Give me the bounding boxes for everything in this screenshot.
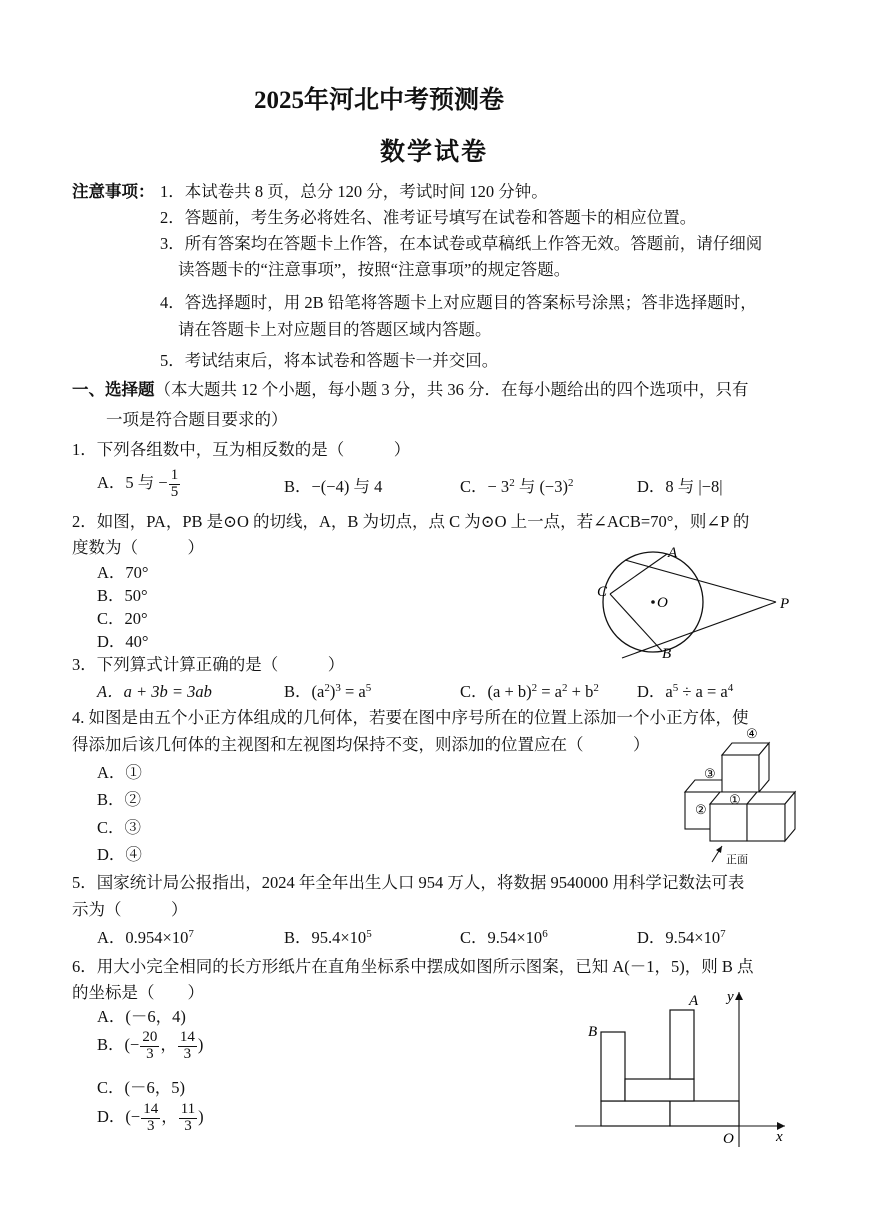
q6-option-d: D．(− $\frac{14}{3}$ ， $\frac{11}{3}$ ) [97,1101,204,1134]
cube-top-front [722,755,759,792]
q3-option-d: D．$a^5 \div a = a^4$ [637,682,734,701]
q4-option-a: A．① [97,763,142,782]
rect-bottom-right [670,1101,739,1126]
q1-option-c: C．− $3^2$ 与 $(-3)^2$ [460,477,574,496]
q1-stem: 1．下列各组数中，互为相反数的是（ ） [72,440,411,459]
rect-vertical-a [670,1010,694,1079]
q6-option-b: B．(− $\frac{20}{3}$ ， $\frac{14}{3}$ ) [97,1029,204,1062]
label-a: A [668,545,678,561]
notice-item-2: 2．答题前，考生务必将姓名、准考证号填写在试卷和答题卡的相应位置。 [160,208,697,227]
label-p: P [780,596,790,612]
front-arrow-head [716,846,722,853]
section-heading [72,380,749,400]
label-a: A [689,993,699,1009]
q1-option-a: A．5 与 − $\frac{1}{5}$ [97,467,179,500]
rect-vertical-b [601,1032,625,1101]
label-position-4: ④ [746,726,758,741]
q5-option-b: B．$95.4\times 10^5$ [284,928,372,947]
label-position-3: ③ [704,766,716,781]
q4-stem-1: 4. 如图是由五个小正方体组成的几何体，若要在图中序号所在的位置上添加一个小正方体，使 [72,708,749,727]
q1-a-fraction: $\frac{1}{5}$ [170,467,179,500]
q3-option-a: A．a + 3b = 3ab [97,682,212,701]
q2-stem-2: 度数为（ ） [72,538,204,557]
q2-option-d: D．40° [97,632,149,651]
q5-option-a: A．$0.954\times 10^7$ [97,928,194,947]
section-title: 一、选择题 [72,380,155,399]
exam-subtitle: 数学试卷 [380,139,489,166]
notice-item-4: 4．答选择题时，用 2B 铅笔将答题卡上对应题目的答案标号涂黑；答非选择题时， [160,293,757,312]
q3-option-c: C．$(a + b)^2 = a^2 + b^2$ [460,682,599,701]
section-desc-2: 一项是符合题目要求的） [106,410,288,429]
q2-circle-figure [590,540,805,665]
cube-bottom-front-1 [710,804,747,841]
section-desc: （本大题共 12 个小题，每小题 3 分，共 36 分．在每小题给出的四个选项中，只有 [154,380,749,399]
q2-option-c: C．20° [97,609,148,628]
q6-option-a: A．(－6，4) [97,1007,186,1026]
label-front: 正面 [726,854,748,866]
label-position-2: ② [695,802,707,817]
label-b: B [662,646,672,662]
q2-option-b: B．50° [97,586,148,605]
q5-stem-1: 5．国家统计局公报指出，2024 年全年出生人口 954 万人，将数据 9540000 用科学记数法可表 [72,873,745,892]
notice-item-3: 3．所有答案均在答题卡上作答，在本试卷或草稿纸上作答无效。答题前，请仔细阅 [160,234,763,253]
q3-stem: 3．下列算式计算正确的是（ ） [72,655,345,674]
notice-item-3-cont: 读答题卡的“注意事项”，按照“注意事项”的规定答题。 [178,260,571,279]
q5-stem-2: 示为（ ） [72,900,188,919]
label-position-1: ① [729,792,741,807]
notice-item-5: 5．考试结束后，将本试卷和答题卡一并交回。 [160,351,499,370]
label-o: O [657,595,668,611]
rect-bottom-left [601,1101,670,1126]
q4-option-d: D．④ [97,845,142,864]
q6-coordinate-figure [570,985,800,1155]
y-axis-arrow [735,992,743,1000]
q6-stem-2: 的坐标是（ ） [72,983,204,1002]
notice-item-4-cont: 请在答题卡上对应题目的答题区域内答题。 [178,320,492,339]
q2-option-a: A．70° [97,563,149,582]
q1-option-b: B．−(−4) 与 4 [284,477,383,496]
q4-cube-figure [670,722,810,870]
chord-ca [610,554,667,594]
cube-bottom-front-2 [747,804,785,841]
notice-label: 注意事项： [72,182,155,201]
label-b: B [588,1024,598,1040]
q4-stem-2: 得添加后该几何体的主视图和左视图均保持不变，则添加的位置应在（ ） [72,735,650,754]
q6-option-c: C．(－6，5) [97,1078,185,1097]
q6-stem-1: 6．用大小完全相同的长方形纸片在直角坐标系中摆成如图所示图案，已知 A(－1，5)，则 B 点 [72,957,754,976]
q5-option-c: C．$9.54\times 10^6$ [460,928,548,947]
exam-title: 2025年河北中考预测卷 [254,87,505,114]
q3-option-b: B．$(a^2)^3 = a^5$ [284,682,372,701]
label-y: y [727,989,734,1005]
q2-stem-1: 2．如图，PA，PB 是⊙O 的切线，A，B 为切点，点 C 为⊙O 上一点，若∠ACB=70°，则∠P 的 [72,512,750,531]
q4-option-b: B．② [97,790,142,809]
q5-option-d: D．$9.54\times 10^7$ [637,928,726,947]
center-dot [651,600,655,604]
label-o: O [723,1131,734,1147]
label-c: C [597,584,608,600]
q1-option-d: D．8 与 |−8| [637,477,723,496]
tangent-line-pa [625,560,776,602]
rect-middle [625,1079,694,1101]
notice-item-1: 1．本试卷共 8 页，总分 120 分，考试时间 120 分钟。 [160,182,548,201]
label-x: x [776,1129,783,1145]
q4-option-c: C．③ [97,818,142,837]
tangent-line-pb [622,602,776,658]
